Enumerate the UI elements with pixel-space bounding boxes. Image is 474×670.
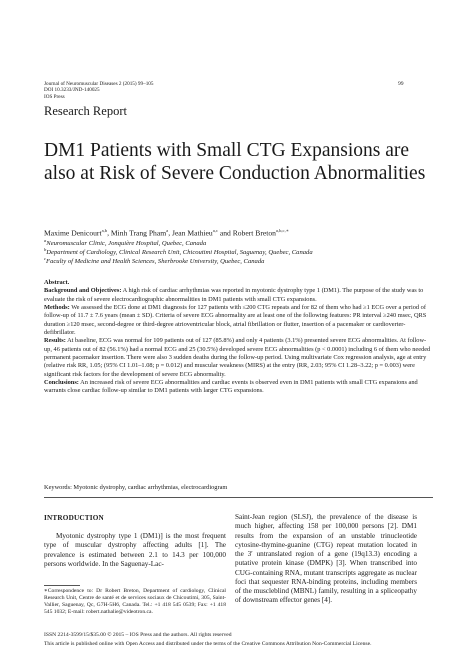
keywords: Keywords: Myotonic dystrophy, cardiac arrhythmias, electrocardiogram (44, 484, 228, 491)
journal-line: DOI 10.3233/JND-140025 (44, 87, 100, 94)
affiliation (44, 255, 444, 266)
abstract-label: Background and Objectives: (44, 287, 122, 295)
journal-line: Journal of Neuromuscular Diseases 2 (2015) 99–105 (44, 81, 154, 87)
abstract-section (44, 337, 433, 379)
author-sup: a,b,c,∗ (275, 228, 289, 233)
abstract-label: Methods: (44, 304, 70, 312)
affiliation-sup: a (44, 238, 47, 243)
author-name: Minh Trang Pham (110, 228, 167, 238)
affiliation-sup: c (44, 256, 47, 261)
body-paragraph (44, 532, 226, 569)
abstract (44, 279, 433, 396)
affiliation-text: Neuromuscular Clinic, Jonquière Hospital, Quebec, Canada (46, 240, 207, 248)
article-title: DM1 Patients with Small CTG Expansions are also at Risk of Severe Conduction Abnormalities (44, 140, 426, 185)
author-name: Maxime Denicourt (44, 228, 102, 238)
article-type: Research Report (44, 104, 127, 118)
abstract-label: Conclusions: (44, 379, 79, 387)
abstract-text: We assessed the ECG done at DM1 diagnosis for 127 patients with ≤200 CTG repeats and for 82 of them who had ≥1 ECG over a period of follow-up of 11.7 ± 7.6 years (mean ± SD). Criteria of severe ECG abnormality are at least one of the following features: PR interval ≥240 msec, QRS duration ≥120 msec, second-degree or third-degree atrioventricular block, atrial fibrillation or flutter, insertion of a pacemaker or cardioverter-defibrillator. (44, 304, 427, 337)
correspondence-footnote: ∗Correspondence to: Dr Robert Breton, Department of cardiology, Clinical Research Unit, Centre de santé et de services sociaux de Chicoutimi, 305, Saint-Vallier, Saguenay, Qc, G7H-5H6, Canada. Tel.: +1 418 545 0539; Fax: +1 418 545 1032; E-mail: robert.nathalie@videotron.ca. (44, 588, 226, 616)
author-name: Robert Breton (232, 228, 276, 238)
journal-line: IOS Press (44, 93, 65, 100)
body-paragraph (235, 513, 417, 606)
author-sup: a,b (101, 228, 108, 233)
body-text: Myotonic dystrophy type 1 (DM1)] is the most frequent type of muscular dystrophy affecting adults [1]. The prevalence is estimated between 2.1 to 14.3 per 100,000 persons worldwide. In the Saguenay-Lac- (44, 532, 226, 568)
affiliation-text: Faculty of Medicine and Health Sciences, Sherbrooke University, Quebec, Canada (46, 258, 265, 266)
affiliation-text: Department of Cardiology, Clinical Research Unit, Chicoutimi Hospital, Saguenay, Quebec, Canada (46, 249, 313, 257)
section-heading: INTRODUCTION (44, 514, 104, 522)
abstract-heading: Abstract. (44, 279, 70, 286)
abstract-label: Results: (44, 337, 66, 345)
license-line: This article is published online with Open Access and distributed under the terms of the Creative Commons Attribution Non-Commercial License. (44, 641, 372, 647)
author-sup: a,c (212, 228, 218, 233)
abstract-section (44, 379, 433, 396)
footnote-divider (44, 585, 80, 586)
abstract-text: An increased risk of severe ECG abnormalities and cardiac events is observed even in DM1 patients with small CTG expansions and warrants close cardiac follow-up similar to DM1 patients with larger CTG expansions. (44, 379, 418, 395)
abstract-text: A high risk of cardiac arrhythmias was reported in myotonic dystrophy type 1 (DM1). The purpose of the study was to evaluate the risk of severe electrocardiographic abnormalities in DM1 patients with small CTG expansions. (44, 287, 424, 303)
body-text: Saint-Jean region (SLSJ), the prevalence of the disease is much higher, affecting 158 per 100,000 persons [2]. DM1 results from the expansion of an unstable trinucleotide cytosine-thymine-guanine (CTG) repeat mutation located in the 3′ untranslated region of a gene (19q13.3) encoding a putative protein kinase (DMPK) [3]. When transcribed into CUG-containing RNA, mutant transcripts aggregate as nuclear foci that sequester RNA-binding proteins, including members of the muscleblind (MBNL) family, resulting in a spliceopathy of downstream effector genes [4]. (235, 513, 417, 605)
page-number: 99 (398, 81, 404, 87)
affiliation-sup: b (44, 247, 47, 252)
abstract-text: At baseline, ECG was normal for 109 patients out of 127 (85.8%) and only 4 patients (3.1%) presented severe ECG abnormalities. At follow-up, 46 patients out of 82 (56.1%) had a normal ECG and 25 (30.5%) developed severe ECG abnormalities (p < 0.0001) including 6 of them who needed permanent pacemaker insertion. There were also 3 sudden deaths during the follow-up period. Using multivariate Cox regression analysis, age at entry (relative risk RR, 1.05; (95% CI 1.01–1.08; p = 0.012) and muscular weakness (MIRS) at the entry (RR, 2.03; 95% CI 1.28–3.22; p = 0.003) were significant risk factors for the development of severe ECG abnormality. (44, 337, 431, 378)
abstract-section (44, 304, 433, 337)
author-name: Jean Mathieu (171, 228, 213, 238)
abstract-section (44, 287, 433, 304)
section-divider (44, 497, 433, 498)
journal-citation (44, 81, 304, 100)
issn-line: ISSN 2214-3599/15/$35.00 © 2015 – IOS Press and the authors. All rights reserved (44, 632, 232, 638)
author-sup: a (166, 228, 169, 233)
author-list: Maxime Denicourt$^{a,b}$, Minh Trang Pham$^a$, Jean Mathieu$^{a,c}$ and Robert Breton$^{a,b,c,∗}$ (44, 228, 289, 238)
